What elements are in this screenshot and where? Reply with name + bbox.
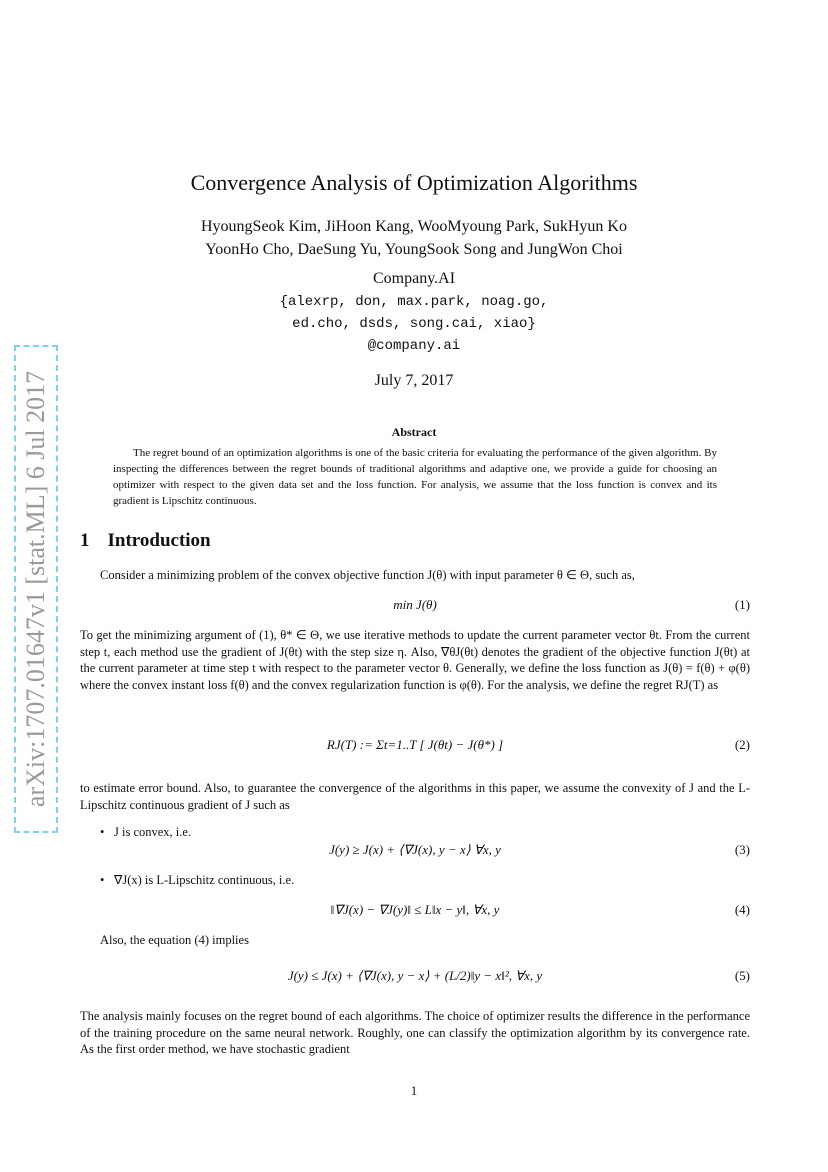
page-number: 1 <box>410 1083 418 1098</box>
equation-body: min J(θ) <box>393 597 437 612</box>
equation-5 <box>80 968 750 988</box>
equation-number: (5) <box>734 968 750 983</box>
equation-number: (2) <box>734 737 750 752</box>
list-item <box>100 825 191 840</box>
paragraph: The analysis mainly focuses on the regret bound of each algorithms. The choice of optimizer results the difference in the performance of the training procedure on the same neural network. Roughly, one can classify the optimization algorithm by its convergence rate. As the first order method, we have stochastic gradient <box>80 1009 750 1056</box>
email-list <box>0 291 828 357</box>
arxiv-identifier-text: arXiv:1707.01647v1 [stat.ML] 6 Jul 2017 <box>21 370 50 808</box>
equation-body: J(y) ≤ J(x) + ⟨∇J(x), y − x⟩ + (L/2)‖y − x‖², ∀x, y <box>287 968 543 983</box>
list-item-text: J is convex, i.e. <box>114 825 192 839</box>
list-item <box>100 872 294 888</box>
section-heading <box>80 530 211 552</box>
equation-1 <box>80 597 750 617</box>
bullet-icon: • <box>100 873 105 887</box>
author-line: HyoungSeok Kim, JiHoon Kang, WooMyoung Park, SukHyun Ko <box>201 218 627 235</box>
abstract-text: The regret bound of an optimization algorithms is one of the basic criteria for evaluating the performance of the given algorithm. By inspecting the differences between the regret bounds of traditional algorithms and adaptive one, we provide a guide for choosing an optimizer with respect to the given data set and the loss function. For analysis, we assume that the loss function is convex and its gradient is Lipschitz continuous. <box>113 447 717 507</box>
abstract-body <box>113 445 717 509</box>
publication-date: July 7, 2017 <box>374 372 454 389</box>
equation-number: (4) <box>734 902 750 917</box>
equation-4 <box>80 902 750 922</box>
paragraph: to estimate error bound. Also, to guarantee the convergence of the algorithms in this paper, we assume the convexity of J and the L-Lipschitz continuous gradient of J such as <box>80 781 750 812</box>
email-line: @company.ai <box>367 338 461 354</box>
arxiv-identifier[interactable] <box>14 345 58 833</box>
equation-body: RJ(T) := Σt=1..T [ J(θt) − J(θ*) ] <box>326 737 504 752</box>
paragraph: Consider a minimizing problem of the convex objective function J(θ) with input parameter θ ∈ Θ, such as, <box>100 568 635 582</box>
author-list <box>0 215 828 261</box>
paragraph: To get the minimizing argument of (1), θ* ∈ Θ, we use iterative methods to update the current parameter vector θt. From the current step t, each method use the gradient of J(θt) with the step size η. Also, ∇θJ(θt) denotes the gradient of the objective function J(θt) at the current parameter at time step t with respect to the parameter vector θ. Generally, we define the loss function as J(θ) = f(θ) + φ(θ) where the convex instant loss f(θ) and the convex regularization function is φ(θ). For the analysis, we define the regret RJ(T) as <box>80 628 750 692</box>
list-item-text: ∇J(x) is L-Lipschitz continuous, i.e. <box>114 873 295 887</box>
author-line: YoonHo Cho, DaeSung Yu, YoungSook Song and JungWon Choi <box>205 241 623 258</box>
equation-3 <box>80 842 750 862</box>
paragraph: Also, the equation (4) implies <box>100 933 249 947</box>
email-line: ed.cho, dsds, song.cai, xiao} <box>292 316 536 332</box>
equation-body: J(y) ≥ J(x) + ⟨∇J(x), y − x⟩ ∀x, y <box>329 842 501 857</box>
bullet-icon: • <box>100 825 105 839</box>
equation-body: ‖∇J(x) − ∇J(y)‖ ≤ L‖x − y‖, ∀x, y <box>330 902 500 917</box>
affiliation: Company.AI <box>372 270 456 287</box>
equation-number: (3) <box>734 842 750 857</box>
equation-number: (1) <box>734 597 750 612</box>
section-number: 1 <box>80 530 90 551</box>
email-line: {alexrp, don, max.park, noag.go, <box>279 294 549 310</box>
equation-2 <box>80 737 750 757</box>
abstract-heading: Abstract <box>391 425 437 439</box>
section-title: Introduction <box>107 530 211 551</box>
paper-title: Convergence Analysis of Optimization Algorithms <box>190 170 638 195</box>
